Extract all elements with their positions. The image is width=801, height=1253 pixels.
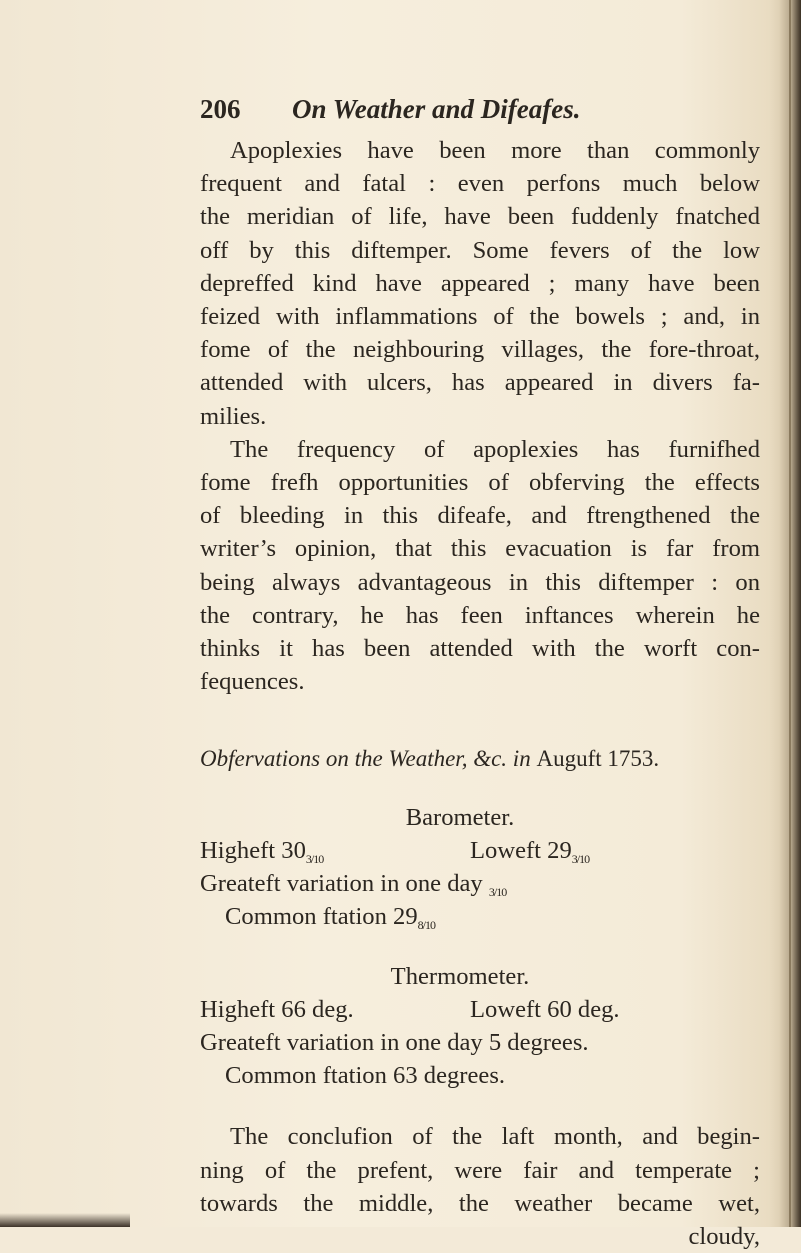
barometer-lowest-fraction: 3/10 <box>571 852 590 867</box>
barometer-station-row <box>200 900 760 933</box>
thermometer-lowest: Loweft 60 deg. <box>470 996 620 1024</box>
barometer-variation-row <box>200 867 760 900</box>
thermometer-variation: Greateft variation in one day 5 degrees. <box>200 1029 589 1057</box>
bottom-corner-shadow <box>0 1213 130 1227</box>
text-line: thinks it has been attended with the worft con- <box>200 635 760 663</box>
catchword: cloudy, <box>688 1223 760 1251</box>
barometer-highest: Higheft 30 <box>200 837 306 865</box>
barometer-lowest: Loweft 29 <box>470 837 572 865</box>
thermometer-extremes-row <box>200 993 760 1026</box>
paragraph-apoplexies <box>200 134 760 433</box>
page-edge-line <box>789 0 791 1227</box>
barometer-extremes-row <box>200 834 760 867</box>
barometer-variation: Greateft variation in one day <box>200 870 483 898</box>
barometer-title: Barometer. <box>405 804 515 832</box>
thermometer-title: Thermometer. <box>390 963 530 991</box>
text-line: the contrary, he has feen inftances wherein he <box>200 601 760 629</box>
text-line: fome of the neighbouring villages, the fore-throat, <box>200 336 760 364</box>
thermometer-highest: Higheft 66 deg. <box>200 996 354 1024</box>
thermometer-station-row <box>200 1059 760 1092</box>
text-line: being always advantageous in this diftemper : on <box>200 568 760 596</box>
observations-title: Obfervations on the Weather, &c. in <box>200 746 531 772</box>
barometer-station-fraction: 8/10 <box>417 918 435 933</box>
paragraph-conclusion <box>200 1120 760 1253</box>
text-line: writer’s opinion, that this evacuation is far from <box>200 535 760 563</box>
text-line: fome frefh opportunities of obferving the effects <box>200 469 760 497</box>
text-block <box>200 88 760 1253</box>
text-line: towards the middle, the weather became wet, <box>200 1189 760 1217</box>
text-line: fequences. <box>200 668 305 696</box>
observations-date: Auguft 1753. <box>536 746 660 772</box>
barometer-station: Common ftation 29 <box>225 903 418 931</box>
paragraph-bleeding <box>200 433 760 699</box>
text-line: frequent and fatal : even perfons much below <box>200 170 760 198</box>
barometer-highest-fraction: 3/10 <box>305 852 324 867</box>
observations-heading <box>200 742 760 776</box>
text-line: milies. <box>200 402 267 430</box>
barometer-variation-fraction: 3/10 <box>488 885 507 900</box>
page-number: 206 <box>200 94 241 124</box>
text-line: of bleeding in this difeafe, and ftrengthened the <box>200 502 760 530</box>
text-line: the meridian of life, have been fuddenly fnatched <box>200 203 760 231</box>
thermometer-station: Common ftation 63 degrees. <box>225 1062 506 1090</box>
text-line: feized with inflammations of the bowels ; and, in <box>200 303 760 331</box>
running-title: On Weather and Difeafes. <box>292 94 581 124</box>
text-line: ning of the prefent, were fair and temperate ; <box>200 1156 760 1184</box>
text-line: off by this diftemper. Some fevers of the low <box>200 236 760 264</box>
text-line: depreffed kind have appeared ; many have been <box>200 269 760 297</box>
text-line: The conclufion of the laft month, and begin- <box>230 1123 760 1151</box>
text-line: The frequency of apoplexies has furnifhed <box>230 435 760 463</box>
text-line: attended with ulcers, has appeared in divers fa- <box>200 369 760 397</box>
text-line: Apoplexies have been more than commonly <box>230 137 760 164</box>
thermometer-variation-row <box>200 1026 760 1059</box>
page-header <box>200 88 760 130</box>
